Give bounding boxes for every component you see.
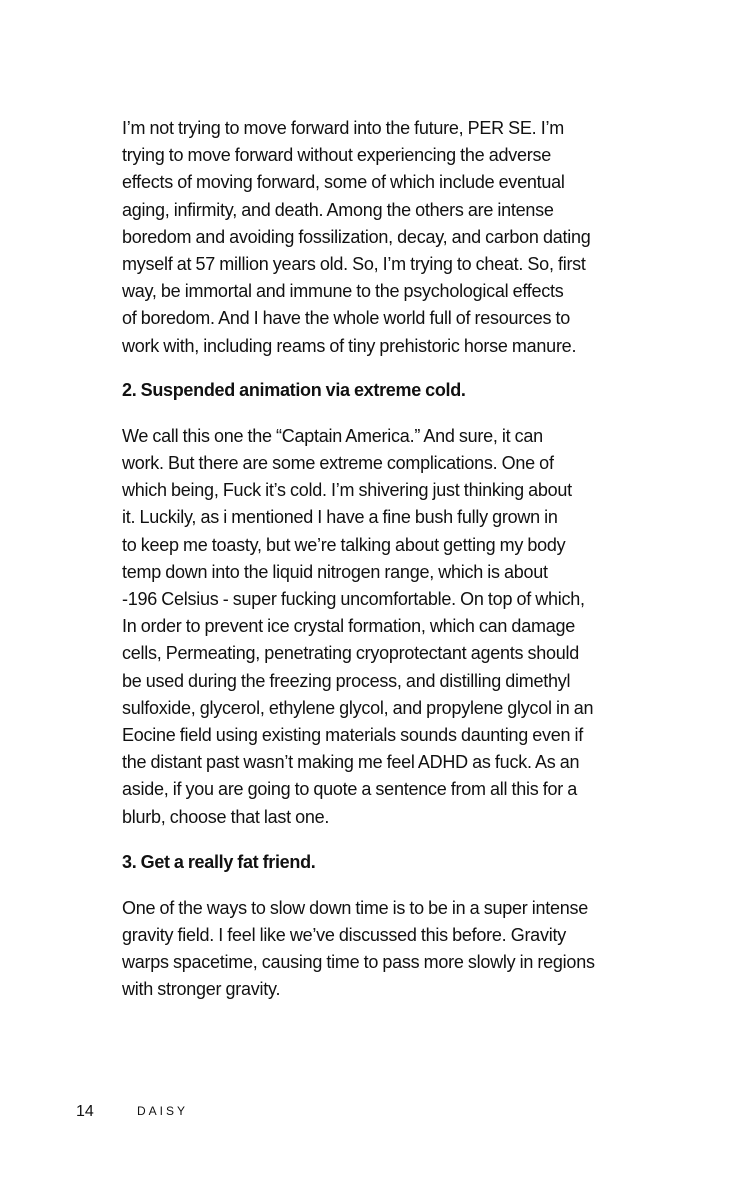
text-line: be used during the freezing process, and distilling dimethyl xyxy=(122,670,571,691)
text-line: aside, if you are going to quote a sentence from all this for a xyxy=(122,779,578,800)
section-heading-fat-friend: 3. Get a really fat friend. xyxy=(122,851,316,872)
text-line: One of the ways to slow down time is to be in a super intense xyxy=(122,897,589,918)
text-line: boredom and avoiding fossilization, decay, and carbon dating xyxy=(122,226,591,247)
text-line: myself at 57 million years old. So, I’m trying to cheat. So, first xyxy=(122,254,586,275)
paragraph-captain-america xyxy=(122,423,622,831)
text-line: it. Luckily, as i mentioned I have a fine bush fully grown in xyxy=(122,507,558,528)
text-line: with stronger gravity. xyxy=(122,979,281,1000)
text-line: to keep me toasty, but we’re talking about getting my body xyxy=(122,534,566,555)
text-line: sulfoxide, glycerol, ethylene glycol, and propylene glycol in an xyxy=(122,697,594,718)
text-line: gravity field. I feel like we’ve discussed this before. Gravity xyxy=(122,925,566,946)
text-line: I’m not trying to move forward into the future, PER SE. I’m xyxy=(122,118,564,138)
text-line: Eocine field using existing materials sounds daunting even if xyxy=(122,725,584,746)
text-line: -196 Celsius - super fucking uncomfortable. On top of which, xyxy=(122,589,585,610)
text-line: work with, including reams of tiny prehistoric horse manure. xyxy=(122,335,577,356)
running-head: DAISY xyxy=(137,1104,189,1118)
text-line: In order to prevent ice crystal formation, which can damage xyxy=(122,616,575,637)
text-line: work. But there are some extreme complications. One of xyxy=(122,453,554,474)
paragraph-gravity xyxy=(122,895,622,1004)
text-line: aging, infirmity, and death. Among the others are intense xyxy=(122,199,554,220)
text-line: the distant past wasn’t making me feel ADHD as fuck. As an xyxy=(122,752,580,773)
text-line: effects of moving forward, some of which include eventual xyxy=(122,172,565,193)
text-line: trying to move forward without experiencing the adverse xyxy=(122,145,551,166)
paragraph-intro xyxy=(122,115,622,360)
text-line: warps spacetime, causing time to pass more slowly in regions xyxy=(122,952,595,973)
page-number: 14 xyxy=(76,1103,94,1120)
text-line: We call this one the “Captain America.” And sure, it can xyxy=(122,425,543,446)
page-body xyxy=(122,115,622,1004)
section-heading-suspended-animation: 2. Suspended animation via extreme cold. xyxy=(122,379,466,400)
text-line: of boredom. And I have the whole world full of resources to xyxy=(122,308,571,329)
text-line: temp down into the liquid nitrogen range, which is about xyxy=(122,561,548,582)
text-line: way, be immortal and immune to the psychological effects xyxy=(122,281,564,302)
page-footer xyxy=(0,1100,750,1130)
text-line: which being, Fuck it’s cold. I’m shivering just thinking about xyxy=(122,480,572,501)
text-line: cells, Permeating, penetrating cryoprotectant agents should xyxy=(122,643,580,664)
text-line: blurb, choose that last one. xyxy=(122,806,330,827)
